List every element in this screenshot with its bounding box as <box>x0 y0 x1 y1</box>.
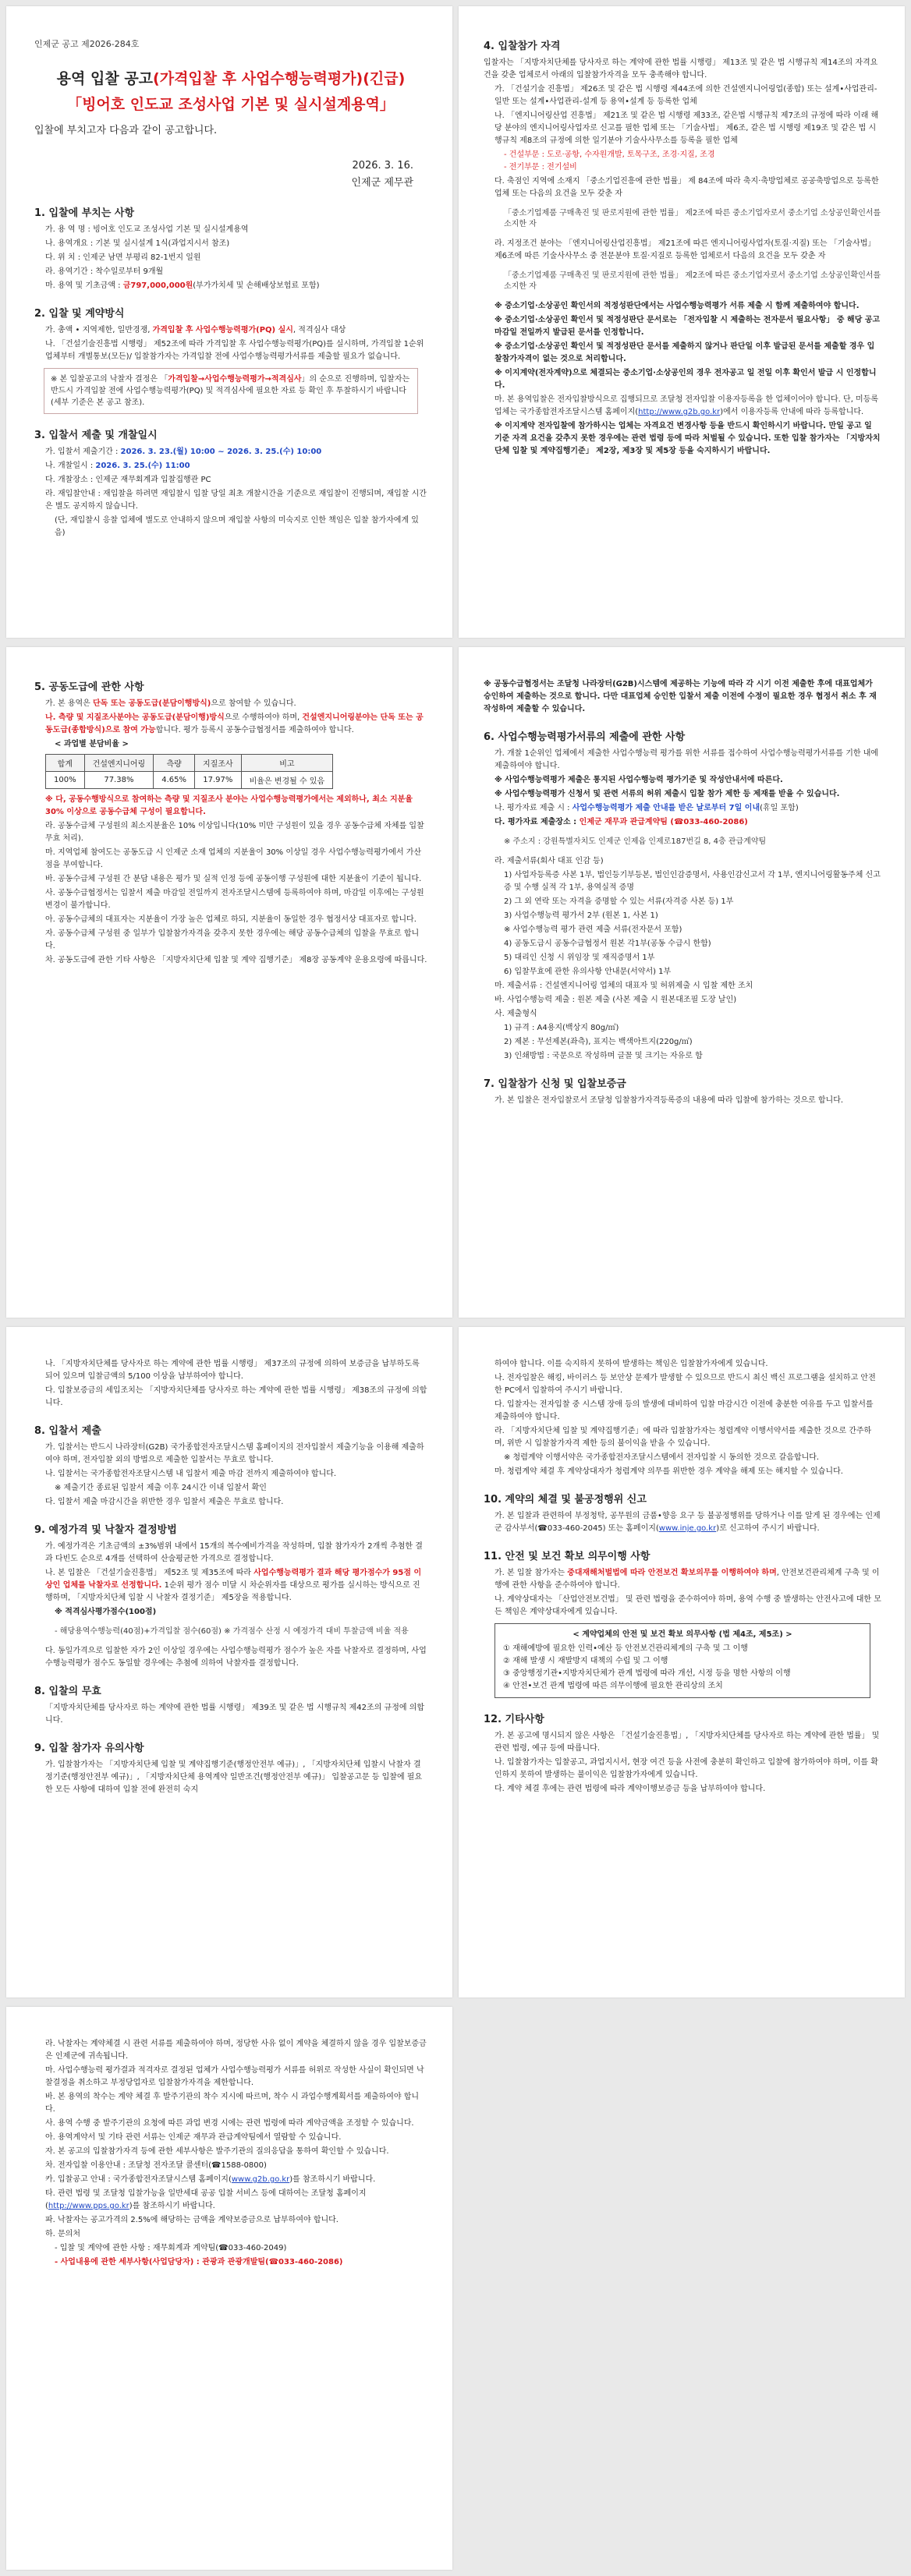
s3-item-d: 라. 재입찰안내 : 재입찰을 하려면 재입찰시 입찰 당일 최초 개찰시간을 기준으로 재입찰이 진행되며, 재입찰 시간은 별도 공지하지 않습니다. <box>45 490 427 511</box>
section-12-heading: 10. 계약의 체결 및 불공정행위 신고 <box>484 1494 647 1506</box>
s12-item-a: 가. 본 입찰과 관련하여 부정청탁, 공무원의 금품•향응 요구 등 불공정행위를 당하거나 이를 알게 된 경우에는 인제군 감사부서(☎033-460-2045) 또는 홈페이지(www.inje.go.kr)로 신고하여 주시기 바랍니다. <box>494 1512 881 1533</box>
s6-item-g: 사. 제출형식 <box>494 1010 537 1018</box>
misc-item: 마. 사업수행능력 평가결과 적격자로 결정된 업체가 사업수행능력평가 서류를 허위로 작성한 사실이 확인되면 낙찰결정을 취소하고 부정당업자로 입찰참가자격을 제한합니다. <box>45 2066 424 2087</box>
s4-note: ※ 중소기업·소상공인 확인서의 적정성판단에서는 사업수행능력평가 서류 제출 시 함께 제출하여야 합니다. <box>494 302 860 310</box>
notice-date: 2026. 3. 16. <box>352 160 413 172</box>
section-5-heading: 5. 공동도급에 관한 사항 <box>34 681 144 693</box>
s2-item-a: 가. 총액 • 지역제한, 일반경쟁, 가격입찰 후 사업수행능력평가(PQ) 실시, 적격심사 대상 <box>45 326 346 334</box>
s5-note: 라. 공동수급체 구성원의 최소지분율은 10% 이상입니다(10% 미만 구성원이 있을 경우 공동수급체 자체를 입찰무효 처리). <box>45 822 424 843</box>
table-header-row: 합계 건설엔지니어링 측량 지질조사 비고 <box>46 755 333 772</box>
s4-item-e: 마. 본 용역입찰은 전자입찰방식으로 집행되므로 조달청 전자입찰 이용자등록을 한 업체이어야 합니다. 단, 미등록 업체는 국가종합전자조달시스템 홈페이지(http://www.g2b.go.kr)에서 이용자등록 안내에 따라 등록합니다. <box>494 395 879 416</box>
s1-item: 나. 용역개요 : 기본 및 실시설계 1식(과업지시서 참조) <box>45 239 230 248</box>
s6-doc-item: 6) 입찰무효에 관한 유의사항 안내문(서약서) 1부 <box>504 968 672 976</box>
pps-link[interactable]: http://www.pps.go.kr <box>48 2202 129 2210</box>
basic-amount: 금797,000,000원 <box>122 281 193 290</box>
s11-item: 나. 전자입찰은 해킹, 바이러스 등 보안상 문제가 발생할 수 있으므로 반드시 최신 백신 프로그램을 설치하고 안전한 PC에서 입찰하여 주시기 바랍니다. <box>494 1374 876 1395</box>
s11-item: ※ 청렴계약 이행서약은 국가종합전자조달시스템에서 전자입찰 시 동의한 것으로 갈음합니다. <box>504 1453 820 1462</box>
inquiry-item: 하. 문의처 <box>45 2230 80 2238</box>
s3-item-c: 다. 개찰장소 : 인제군 재무회계과 입찰집행관 PC <box>45 476 211 484</box>
s4-note: ※ 중소기업·소상공인 확인서 및 적정성판단 문서를 제출하지 않거나 판단일 이후 발급된 문서를 제출할 경우 입찰참가자격이 없는 것으로 처리합니다. <box>494 342 875 363</box>
s10-item-a: 「지방자치단체를 당사자로 하는 계약에 관한 법률 시행령」 제39조 및 같은 법 시행규칙 제42조의 규정에 의합니다. <box>45 1704 425 1725</box>
section-7-heading: 7. 입찰참가 신청 및 입찰보증금 <box>484 1078 626 1090</box>
safety-duty-item: ③ 중앙행정기관•지방자치단체가 관계 법령에 따라 개선, 시정 등을 명한 사항의 이행 <box>503 1669 791 1678</box>
s2-item-b: 나. 「건설기술진흥법 시행령」 제52조에 따라 가격입찰 후 사업수행능력평가(PQ)를 실시하며, 가격입찰 1순위 업체부터 개별통보(모든)/ 입찰참가자는 가격입찰 전에 사업수행능력평가서류를 제출할 필요가 없습니다. <box>45 340 424 361</box>
safety-duty-item: ④ 안전•보건 관계 법령에 따른 의무이행에 필요한 관리상의 조치 <box>503 1682 723 1690</box>
section-9-heading: 9. 예정가격 및 낙찰자 결정방법 <box>34 1524 177 1536</box>
s6-item-d: 라. 제출서류(회사 대표 인감 등) <box>494 857 604 865</box>
s7-item-c: 다. 입찰보증금의 세입조치는 「지방자치단체를 당사자로 하는 계약에 관한 법률 시행령」 제38조의 규정에 의합니다. <box>45 1386 427 1407</box>
page-2 <box>459 6 905 638</box>
g2b-link-2[interactable]: www.g2b.go.kr <box>231 2175 290 2184</box>
s6-format-item: 3) 인쇄방법 : 국문으로 작성하며 글꼴 및 크기는 자유로 함 <box>504 1052 703 1060</box>
misc-item: 자. 본 공고의 입찰참가자격 등에 관한 세부사항은 발주기관의 질의응답을 통하여 확인할 수 있습니다. <box>45 2147 389 2156</box>
s6-item-e: 마. 제출서류 : 건설엔지니어링 업체의 대표자 및 허위제출 시 입찰 제한 조치 <box>494 982 753 990</box>
safety-duty-caption: < 계약업체의 안전 및 보건 확보 의무사항 (법 제4조, 제5조) > <box>572 1630 792 1639</box>
s6-item-f: 바. 사업수행능력 제출 : 원본 제출 (사본 제출 시 원본대조필 도장 날인) <box>494 996 737 1004</box>
page-1 <box>6 6 452 638</box>
page-5 <box>6 1327 452 1997</box>
section-14-heading: 12. 기타사항 <box>484 1714 544 1725</box>
inquiry-item: 파. 낙찰자는 공고가격의 2.5%에 해당하는 금액을 계약보증금으로 납부하여야 합니다. <box>45 2216 339 2224</box>
s6-doc-item: 5) 대리인 신청 시 위임장 및 재직증명서 1부 <box>504 954 655 962</box>
section-3-heading: 3. 입찰서 제출 및 개찰일시 <box>34 430 158 441</box>
s6-item-a: 가. 개찰 1순위인 업체에서 제출한 사업수행능력 평가를 위한 서류를 접수하여 사업수행능력평가서류를 기한 내에 제출하여야 합니다. <box>494 749 879 770</box>
s8-item: 가. 입찰서는 반드시 나라장터(G2B) 국가종합전자조달시스템 홈페이지의 전자입찰서 제출기능을 이용해 제출하여야 하며, 전자입찰 외의 방법으로 제출한 입찰서는 무효로 합니다. <box>45 1443 424 1464</box>
page-6 <box>459 1327 905 1997</box>
s4-item-c-detail: 「중소기업제품 구매촉진 및 판로지원에 관한 법률」 제2조에 따른 중소기업자로서 중소기업 소상공인확인서를 소지한 자 <box>504 209 881 228</box>
section-11-heading: 9. 입찰 참가자 유의사항 <box>34 1743 144 1754</box>
s11-continued: 하여야 합니다. 이를 숙지하지 못하여 발생하는 책임은 입찰참가자에게 있습니다. <box>494 1360 768 1368</box>
s9-formula: - 해당용역수행능력(40점)+가격입찰 점수(60점) ※ 가격점수 산정 시 예정가격 대비 투찰금액 비율 적용 <box>55 1627 409 1636</box>
s6-bullet: ※ 사업수행능력평가 제출은 통지된 사업수행능력 평가기준 및 작성안내서에 따른다. <box>494 776 783 784</box>
s5-note: 아. 공동수급체의 대표자는 지분율이 가장 높은 업체로 하되, 지분율이 동일한 경우 협정서상 대표자로 합니다. <box>45 915 417 924</box>
s9-item-c: 다. 동일가격으로 입찰한 자가 2인 이상일 경우에는 사업수행능력평가 점수가 높은 자를 낙찰자로 결정하며, 사업수행능력평가 점수도 동일할 경우에는 추첨에 의하여 낙찰자를 결정합니다. <box>45 1647 427 1668</box>
s4-bottom-note: ※ 이지계약 전자입찰에 참가하시는 업체는 자격요건 변경사항 등을 반드시 확인하시기 바랍니다. 만일 공고 일 기준 자격 요건을 갖추지 못한 경우에는 관련 법령 등에 따라 처벌될 수 있습니다. 또한 입찰 참가자는 「지방자치단체 입찰 및 계약집행기준」 제2장, 제3장 및 제5장 등을 숙지하시기 바랍니다. <box>494 422 881 455</box>
safety-duty-item: ① 재해예방에 필요한 인력•예산 등 안전보건관리체계의 구축 및 그 이행 <box>503 1644 748 1653</box>
s4-item-a: 가. 「건설기술 진흥법」 제26조 및 같은 법 시행령 제44조에 의한 건설엔지니어링업(종합) 또는 설계•사업관리-일반 또는 설계•사업관리-설계 등 용역•설계 등 등록한 업체 <box>494 85 877 106</box>
s4-item-d: 라. 지정조건 분야는 「엔지니어링산업진흥법」 제21조에 따른 엔지니어링사업자(토질·지질) 또는 「기술사법」 제6조에 따른 기술사사무소 중 전문분야 토질·지질로 등록한 업체로서 다음의 요건을 모두 갖춘 자 <box>494 239 876 260</box>
project-title: 「빙어호 인도교 조성사업 기본 및 실시설계용역」 <box>67 96 395 113</box>
s4-main: 입찰자는 「지방자치단체를 당사자로 하는 계약에 관한 법률 시행령」 제13조 및 같은 법 시행규칙 제14조의 자격요건을 갖춘 업체로서 아래의 입찰참가자격을 모두 충족해야 합니다. <box>484 58 878 80</box>
s9-item-a: 가. 예정가격은 기초금액의 ±3%범위 내에서 15개의 복수예비가격을 작성하며, 입찰 참가자가 2개씩 추첨한 결과 다빈도 순으로 4개를 선택하여 산술평균한 가격으로 결정합니다. <box>45 1542 423 1563</box>
notice-issuer: 인제군 제무관 <box>351 177 413 189</box>
inje-link[interactable]: www.inje.go.kr <box>658 1524 717 1533</box>
s1-item: 다. 위 치 : 인제군 남면 부평리 82-1번지 일원 <box>45 253 201 262</box>
safety-duty-box <box>494 1623 870 1698</box>
s6-format-item: 1) 규격 : A4용지(백상지 80g/㎡) <box>504 1024 619 1032</box>
misc-item: 라. 낙찰자는 계약체결 시 관련 서류를 제출하여야 하며, 정당한 사유 없이 계약을 체결하지 않을 경우 입찰보증금은 인제군에 귀속됩니다. <box>45 2040 427 2061</box>
s6-item-c: 다. 평가자료 제출장소 : 인제군 재무과 관급계약팀 (☎033-460-2086) <box>494 818 748 826</box>
inquiry-item: 타. 관련 법령 및 조달청 입찰가능을 일반세대 공공 입찰 서비스 등에 대하여는 조달청 홈페이지(http://www.pps.go.kr)를 참조하시기 바랍니다. <box>45 2189 367 2210</box>
s8-item: 나. 입찰서는 국가종합전자조달시스템 내 입찰서 제출 마감 전까지 제출하여야 합니다. <box>45 1470 337 1478</box>
s7-item-a: 가. 본 입찰은 전자입찰로서 조달청 입찰참가자격등록증의 내용에 따라 입찰에 참가하는 것으로 합니다. <box>494 1096 844 1105</box>
inquiry-item: 차. 전자입찰 이용안내 : 조달청 전자조달 콜센터(☎1588-0800) <box>45 2161 267 2170</box>
s14-item: 다. 계약 체결 후에는 관련 법령에 따라 계약이행보증금 등을 납부하여야 합니다. <box>494 1785 766 1793</box>
s3-item-e: (단, 재입찰시 응찰 업체에 별도로 안내하지 않으며 재입찰 사항의 미숙지로 인한 책임은 입찰 참가자에게 있음) <box>55 516 419 537</box>
intro-text: 입찰에 부치고자 다음과 같이 공고합니다. <box>34 125 218 136</box>
s8-item: ※ 제출기간 종료된 입찰서 제출 이후 24시간 이내 입찰서 확인 <box>55 1484 267 1492</box>
s11-item-a: 가. 입찰참가자는 「지방자치단체 입찰 및 계약집행기준(행정안전부 예규)」, 「지방자치단체 입찰시 낙찰자 결정기준(행정안전부 예규)」, 「지방자치단체 용역계약 일반조건(행정안전부 예규)」 입찰공고문 등 입찰에 필요한 모든 사항에 대하여 입찰 전에 완전히 숙지 <box>45 1760 423 1794</box>
s11-item: 라. 「지방자치단체 입찰 및 계약집행기준」에 따라 입찰참가자는 청렴계약 이행서약서를 제출한 것으로 간주하며, 위반 시 입찰참가자격 제한 등의 불이익을 받을 수 있습니다. <box>494 1427 872 1448</box>
s4-item-b: 나. 「엔지니어링산업 진흥법」 제21조 및 같은 법 시행령 제33조, 같은법 시행규칙 제7조의 규정에 따라 이래 해당 분야의 엔지니어링사업자로 신고를 필한 업체 또는 「기술사법」 제6조, 같은 법 시행령 제19조 및 같은 법 시행규칙 제8조의 규정에 의한 일기분야 기술사사무소를 등록을 필한 업체 <box>494 111 879 145</box>
s9-item-b: 나. 본 입찰은 「건설기술진흥법」 제52조 및 제35조에 따라 사업수행능력평가 결과 해당 평가점수가 95점 이상인 업체를 낙찰자로 선정합니다. 1순위 평가 점수 미달 시 차순위자를 대상으로 평가를 실시하는 방식으로 진행하며, 「지방자치단체 입찰 시 낙찰자 결정기준」 제5장을 적용합니다. <box>45 1569 422 1602</box>
s6-format-item: 2) 제본 : 무선제본(좌측), 표지는 백색아트지(220g/㎡) <box>504 1038 693 1046</box>
s3-item-b: 나. 개찰일시 : 2026. 3. 25.(수) 11:00 <box>45 462 190 470</box>
s5-note: 마. 지역업체 참여도는 공동도급 시 인제군 소재 업체의 지분율이 30% 이상일 경우 사업수행능력평가에서 가산점을 부여합니다. <box>45 848 422 869</box>
section-2-heading: 2. 입찰 및 계약방식 <box>34 308 125 320</box>
s6-doc-item: ※ 사업수행능력 평가 관련 제출 서류(전자문서 포함) <box>504 925 682 934</box>
s5-note: 자. 공동수급체 구성원 중 일부가 입찰참가자격을 갖추지 못한 경우에는 해당 공동수급체의 입찰을 무효로 합니다. <box>45 929 420 950</box>
s5-item-a: 가. 본 용역은 단독 또는 공동도급(분담이행방식)으로 참여할 수 있습니다. <box>45 699 296 708</box>
s4-note: ※ 이지계약(전자계약)으로 체결되는 중소기업·소상공인의 경우 전자공고 일 전일 이후 확인서 발급 시 인정합니다. <box>494 369 877 390</box>
s8-item: 다. 입찰서 제출 마감시간을 위반한 경우 입찰서 제출은 무효로 합니다. <box>45 1498 284 1506</box>
table-row: 100% 77.38% 4.65% 17.97% 비율은 변경될 수 있음 <box>46 772 333 789</box>
s3-item-a: 가. 입찰서 제출기간 : 2026. 3. 23.(월) 10:00 ~ 2026. 3. 25.(수) 10:00 <box>45 448 322 456</box>
s4-item-b-detail: - 건설부문 : 도로·공항, 수자원개발, 토목구조, 조경·지질, 조경 - 전기부문 : 전기설비 <box>504 150 715 172</box>
s4-item-c: 다. 축점인 지역에 소재지 「중소기업진흥에 관한 법률」 제 84조에 따라 축지·축방업체로 공공축방업으로 등록한 업체 또는 다음의 요건을 모두 갖춘 자 <box>494 177 879 198</box>
s9-formula-title: ※ 적격심사평가점수(100점) <box>55 1608 157 1616</box>
s6-doc-item: 1) 사업자등록증 사본 1부, 법인등기부등본, 법인인감증명서, 사용인감신고서 각 1부, 엔지니어링활동주체 신고증 및 수행 실적 각 1부, 용역실적 증명 <box>504 871 881 892</box>
section-4-heading: 4. 입찰참가 자격 <box>484 41 561 52</box>
notice-title-method: (가격입찰 후 사업수행능력평가)(긴급) <box>153 70 406 87</box>
s4-note: ※ 중소기업·소상공인 확인서 및 적정성판단 문서로는 「전자입찰 시 제출하는 전자문서 필요사항」 중 해당 공고 마감일 전일까지 발급된 문서를 인정합니다. <box>494 316 881 337</box>
s4-item-d-detail: 「중소기업제품 구매촉진 및 판로지원에 관한 법률」 제2조에 따른 중소기업자로서 중소기업 소상공인확인서를 소지한 자 <box>504 271 881 291</box>
s5-note: 사. 공동수급협정서는 입찰서 제출 마감일 전일까지 전자조달시스템에 등록하여야 하며, 마감일 이후에는 구성원 변경이 불가합니다. <box>45 889 424 910</box>
s11-item: 다. 입찰자는 전자입찰 중 시스템 장애 등의 발생에 대비하여 입찰 마감시간 이전에 충분한 여유를 두고 입찰서를 제출하여야 합니다. <box>494 1400 874 1421</box>
page-7 <box>6 2007 452 2570</box>
s6-doc-item: 4) 공동도급시 공동수급협정서 원본 각1부(공동 수급시 한함) <box>504 939 711 948</box>
s6-item-c-address: ※ 주소지 : 강원특별자치도 인제군 인제읍 인제로187번길 8, 4층 관급계약팀 <box>504 837 767 846</box>
page-4 <box>459 647 905 1318</box>
s5-note: 바. 공동수급체 구성원 간 분담 내용은 평가 및 실적 인정 등에 공동이행 구성원에 대한 지분율이 기준이 됩니다. <box>45 875 422 883</box>
share-ratio-table <box>45 754 333 789</box>
g2b-link[interactable]: http://www.g2b.go.kr <box>638 408 721 416</box>
s13-item-a: 가. 본 입찰 참가자는 중대재해처벌법에 따라 안전보건 확보의무를 이행하여야 하며, 안전보건관리체계 구축 및 이행에 관한 사항을 준수하여야 합니다. <box>494 1569 880 1590</box>
notice-title-main: 용역 입찰 공고 <box>56 70 154 87</box>
share-table-caption: < 과업별 분담비율 > <box>55 740 129 748</box>
s6-doc-item: 3) 사업수행능력 평가서 2부 (원본 1, 사본 1) <box>504 911 658 920</box>
page-3 <box>6 647 452 1318</box>
s6-bullet: ※ 사업수행능력평가 신청서 및 관련 서류의 허위 제출시 입찰 참가 제한 등 제재를 받을 수 있습니다. <box>494 790 840 798</box>
s6-item-b: 나. 평가자료 제출 시 : 사업수행능력평가 제출 안내를 받은 날로부터 7일 이내(휴일 포함) <box>494 804 799 812</box>
s11-item-e: 마. 청렴계약 체결 후 계약상대자가 청렴계약 의무를 위반한 경우 계약을 해제 또는 해지할 수 있습니다. <box>494 1467 843 1476</box>
section-8-heading: 8. 입찰서 제출 <box>34 1425 101 1437</box>
s14-item: 나. 입찰참가자는 입찰공고, 과업지시서, 현장 여건 등을 사전에 충분히 확인하고 입찰에 참가하여야 하며, 이를 확인하지 못하여 발생하는 불이익은 입찰참가자에게 있습니다. <box>494 1758 878 1779</box>
s1-item: 라. 용역기간 : 착수일로부터 9개월 <box>45 267 164 276</box>
s5-note: 차. 공동도급에 관한 기타 사항은 「지방자치단체 입찰 및 계약 집행기준」 제8장 공동계약 운용요령에 따릅니다. <box>45 956 427 964</box>
s1-amount-line: 마. 용역 및 기초금액 : 금797,000,000원(부가가치세 및 손해배상보험료 포함) <box>45 281 320 290</box>
inquiry-item: 카. 입찰공고 안내 : 국가종합전자조달시스템 홈페이지(www.g2b.go.kr)를 참조하시기 바랍니다. <box>45 2175 376 2184</box>
s14-item: 가. 본 공고에 명시되지 않은 사항은 「건설기술진흥법」, 「지방자치단체를 당사자로 하는 계약에 관한 법률」 및 관련 법령, 예규 등에 따릅니다. <box>494 1732 880 1753</box>
s5-item-b: 나. 측량 및 지질조사분야는 공동도급(분담이행)방식으로 수행하여야 하며, 건설엔지니어링분야는 단독 또는 공동도급(종합방식)으로 참여 가능합니다. 평가 등록시 공동수급협정서를 제출하여야 합니다. <box>45 713 424 734</box>
contact-item: - 사업내용에 관한 세부사항(사업담당자) : 관광과 관광개발팀(☎033-460-2086) <box>55 2258 343 2266</box>
safety-duty-item: ② 재해 발생 시 재발방지 대책의 수립 및 그 이행 <box>503 1657 668 1665</box>
s6-doc-item: 2) 그 외 연락 또는 자격을 증명할 수 있는 서류(자격증 사본 등) 1부 <box>504 897 734 906</box>
misc-item: 아. 용역계약서 및 기타 관련 서류는 인제군 재무과 관급계약팀에서 열람할 수 있습니다. <box>45 2133 342 2142</box>
section-6-heading: 6. 사업수행능력평가서류의 제출에 관한 사항 <box>484 731 686 743</box>
s7-item-b: 나. 「지방자치단체를 당사자로 하는 계약에 관한 법률 시행령」 제37조의 규정에 의하여 보증금을 납부하도록 되어 있으며 입찰금액의 5/100 이상을 납부하여야 합니다. <box>45 1360 420 1381</box>
s5-note: ※ 다, 공동수행방식으로 참여하는 측량 및 지질조사 분야는 사업수행능력평가에서는 제외하나, 최소 지분율 30% 이상으로 공동수급체 구성이 필요합니다. <box>45 795 413 816</box>
section-1-heading: 1. 입찰에 부치는 사항 <box>34 207 135 219</box>
notice-number: 인제군 공고 제2026-284호 <box>34 39 140 49</box>
section-13-heading: 11. 안전 및 보건 확보 의무이행 사항 <box>484 1551 650 1562</box>
section-10-heading: 8. 입찰의 무효 <box>34 1686 101 1697</box>
notice-title <box>34 67 427 88</box>
s1-item: 가. 용 역 명 : 빙어호 인도교 조성사업 기본 및 실시설계용역 <box>45 225 249 234</box>
s2-notice-box: ※ 본 입찰공고의 낙찰자 결정은 「가격입찰→사업수행능력평가→적격심사」의 순으로 진행하며, 입찰자는 반드시 가격입찰 전에 사업수행능력평가(PQ) 및 적격심사에 필요한 자료 등 확인 후 투찰하시기 바랍니다 (세부 기준은 본 공고 참조). <box>44 368 418 414</box>
misc-item: 사. 용역 수행 중 발주기관의 요청에 따른 과업 변경 시에는 관련 법령에 따라 계약금액을 조정할 수 있습니다. <box>45 2119 414 2128</box>
s6-intro-note: ※ 공동수급협정서는 조달청 나라장터(G2B)시스템에 제공하는 기능에 따라 각 시기 이전 제출한 후에 대표업체가 승인하여 제출하는 것으로 합니다. 다만 대표업체 승인한 입찰서 제출 이전에 수정이 필요한 경우 협정서 취소 후 재작성하여 제출할 수 있습니다. <box>484 680 877 713</box>
misc-item: 바. 본 용역의 착수는 계약 체결 후 발주기관의 착수 지시에 따르며, 착수 시 과업수행계획서를 제출하여야 합니다. <box>45 2093 420 2114</box>
s13-item-b: 나. 계약상대자는 「산업안전보건법」 및 관련 법령을 준수하여야 하며, 용역 수행 중 발생하는 안전사고에 대한 모든 책임은 계약상대자에게 있습니다. <box>494 1595 881 1616</box>
contact-item: - 입찰 및 계약에 관한 사항 : 재무회계과 계약팀(☎033-460-2049) <box>55 2244 287 2252</box>
